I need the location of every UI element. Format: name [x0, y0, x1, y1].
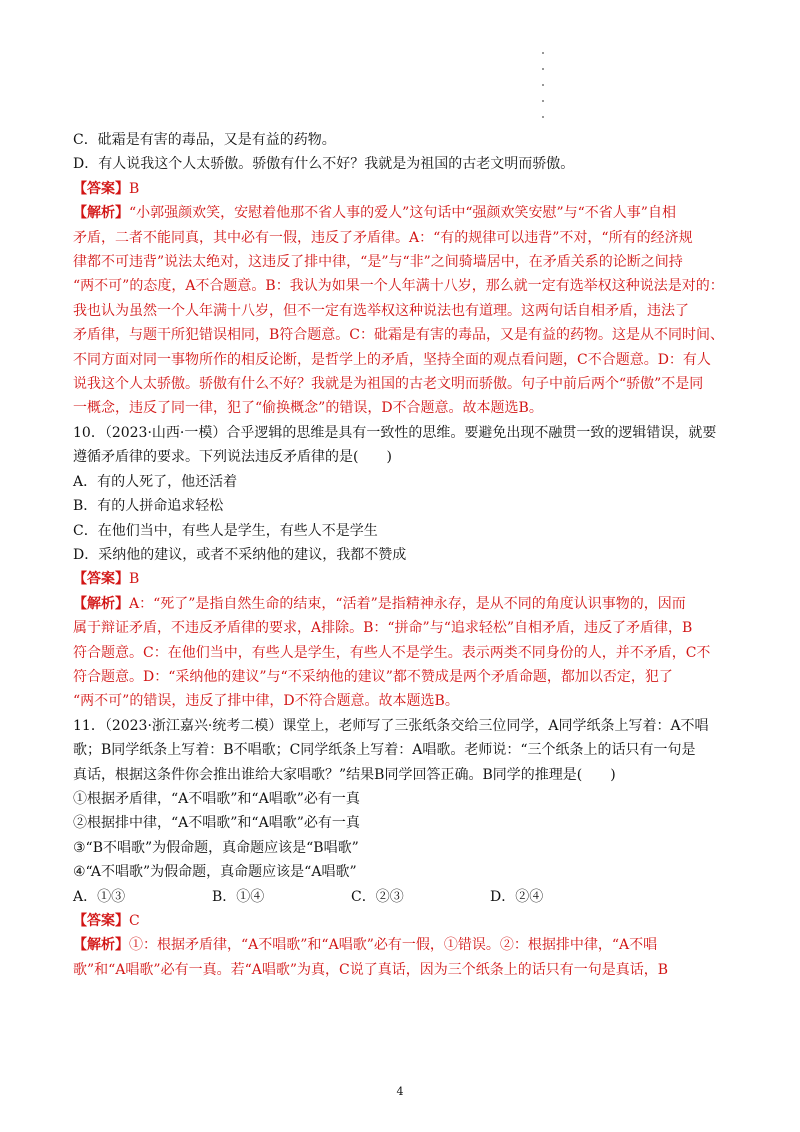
q9-option-c: C．砒霜是有害的毒品，又是有益的药物。: [73, 132, 336, 148]
q10-option-a: A．有的人死了，他还活着: [73, 473, 238, 490]
q11-statement: ①根据矛盾律，“A不唱歌”和“A唱歌”必有一真: [73, 790, 360, 807]
q9-analysis-line: 一概念，违反了同一律，犯了“偷换概念”的错误，D不合题意。故本题选B。: [73, 400, 543, 417]
q10-analysis-line: 【解析】A：“死了”是指自然生命的结束，“活着”是指精神永存，是从不同的角度认识事物的，因而: [73, 595, 686, 612]
q10-option-b: B．有的人拼命追求轻松: [73, 498, 224, 515]
q11-analysis-line: 【解析】①：根据矛盾律，“A不唱歌”和“A唱歌”必有一假，①错误。②：根据排中律，“A不唱: [73, 937, 658, 954]
q10-analysis-line: “两不可”的错误，违反了排中律，D不符合题意。故本题选B。: [73, 693, 459, 710]
q11-stem-line: 11．（2023·浙江嘉兴·统考二模）课堂上，老师写了三张纸条交给三位同学，A同学纸条上写着：A不唱: [73, 717, 709, 734]
q11-answer: [73, 909, 733, 933]
answer-tag: 【答案】: [73, 913, 129, 929]
q9-answer: [73, 177, 733, 201]
answer-tag: 【答案】: [73, 180, 129, 197]
page-content: [73, 128, 733, 982]
q11-stem-line: 真话，根据这条件你会推出谁给大家唱歌？”结果B同学回答正确。B同学的推理是( ): [73, 766, 616, 783]
q9-analysis-line: 说我这个人太骄傲。骄傲有什么不好？我就是为祖国的古老文明而骄傲。句子中前后两个“骄傲”不是同: [73, 376, 704, 393]
q9-option-d: D．有人说我这个人太骄傲。骄傲有什么不好？我就是为祖国的古老文明而骄傲。: [73, 156, 575, 173]
q11-analysis-line: 歌”和“A唱歌”必有一真。若“A唱歌”为真，C说了真话，因为三个纸条上的话只有一句是真话，B: [73, 961, 669, 978]
q11-choice-b: B．①④: [212, 888, 265, 905]
page-number: 4: [396, 1085, 404, 1098]
q10-analysis-line: 属于辩证矛盾，不违反矛盾律的要求，A排除。B：“拼命”与“追求轻松”自相矛盾，违反了矛盾律，B: [73, 620, 693, 637]
q10-analysis-line: 符合题意。D：“采纳他的建议”与“不采纳他的建议”都不赞成是两个矛盾命题，都加以否定，犯了: [73, 668, 673, 685]
q9-analysis-line: 矛盾，二者不能同真，其中必有一假，违反了矛盾律。A：“有的规律可以违背”不对，“所有的经济规: [73, 229, 693, 246]
q10-option-d: D．采纳他的建议，或者不采纳他的建议，我都不赞成: [73, 546, 407, 563]
analysis-tag: 【解析】: [73, 595, 129, 612]
q9-analysis-line: 【解析】“小郭强颜欢笑，安慰着他那不省人事的爱人”这句话中“强颜欢笑安慰”与“不省人事”自相: [73, 205, 676, 222]
q9-analysis-line: “两不可”的态度，A不合题意。B：我认为如果一个人年满十八岁，那么就一定有选举权这种说法是对的：: [73, 278, 724, 295]
analysis-tag: 【解析】: [73, 205, 129, 222]
q11-choice-a: A．①③: [73, 888, 126, 905]
q9-analysis-line: 矛盾律，与题干所犯错误相同，B符合题意。C：砒霜是有害的毒品，又是有益的药物。这是从不同时间、: [73, 327, 724, 344]
q11-choice-c: C．②③: [351, 888, 404, 905]
q10-stem-line: 10．（2023·山西·一模）合乎逻辑的思维是具有一致性的思维。要避免出现不融贯一致的逻辑错误，就要: [73, 424, 717, 441]
answer-value: B: [129, 180, 140, 197]
q11-statement: ③“B不唱歌”为假命题，真命题应该是“B唱歌”: [73, 839, 359, 856]
q10-stem-line: 遵循矛盾律的要求。下列说法违反矛盾律的是( ): [73, 449, 392, 466]
analysis-tag: 【解析】: [73, 937, 129, 954]
q9-analysis-line: 不同方面对同一事物所作的相反论断，是哲学上的矛盾，坚持全面的观点看问题，C不合题意。D：有人: [73, 351, 711, 368]
q11-statement: ②根据排中律，“A不唱歌”和“A唱歌”必有一真: [73, 815, 360, 832]
q10-analysis-line: 符合题意。C：在他们当中，有些人是学生，有些人不是学生。表示两类不同身份的人，并不矛盾，C不: [73, 644, 711, 661]
q11-choices: [73, 885, 733, 909]
q9-analysis-line: 我也认为虽然一个人年满十八岁，但不一定有选举权这种说法也有道理。这两句话自相矛盾，违法了: [73, 302, 689, 319]
q10-answer: [73, 567, 733, 591]
q9-analysis-line: 律都不可违背”说法太绝对，这违反了排中律，“是”与“非”之间骑墙居中，在矛盾关系的论断之间持: [73, 254, 683, 271]
q10-option-c: C．在他们当中，有些人是学生，有些人不是学生: [73, 522, 378, 539]
answer-tag: 【答案】: [73, 571, 129, 588]
q11-stem-line: 歌；B同学纸条上写着：B不唱歌；C同学纸条上写着：A唱歌。老师说：“三个纸条上的话只有一句是: [73, 742, 696, 759]
answer-value: B: [129, 571, 140, 588]
answer-value: C: [129, 913, 140, 929]
q11-choice-d: D．②④: [490, 888, 544, 905]
q11-statement: ④“A不唱歌”为假命题，真命题应该是“A唱歌”: [73, 864, 357, 881]
header-dots: [540, 52, 546, 132]
